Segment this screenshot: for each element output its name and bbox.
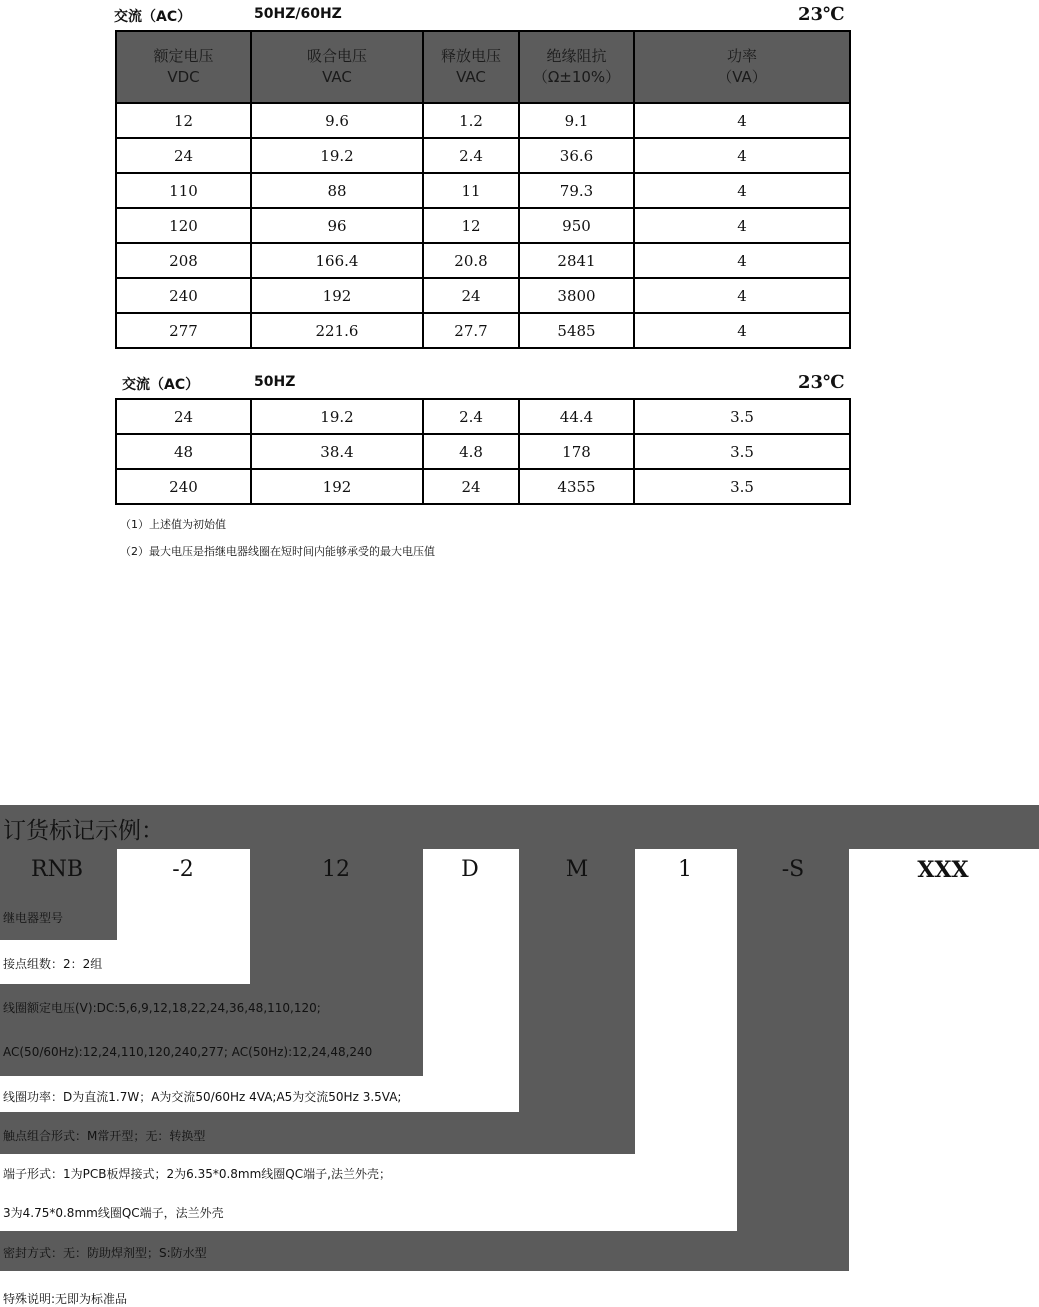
table-row xyxy=(116,103,850,138)
cell: 2.4 xyxy=(423,399,519,434)
cell: 20.8 xyxy=(423,243,519,278)
code-contact-form: M xyxy=(565,857,589,882)
cell: 166.4 xyxy=(251,243,423,278)
cell: 192 xyxy=(251,278,423,313)
note-1: （1）上述值为初始值 xyxy=(120,518,226,531)
cell: 240 xyxy=(116,469,251,504)
table-row xyxy=(116,313,850,348)
table2-label: 交流（AC） xyxy=(122,377,200,393)
desc-contact-form: 触点组合形式：M常开型；无：转换型 xyxy=(3,1129,206,1143)
cell: 24 xyxy=(423,278,519,313)
table1-frequency: 50HZ/60HZ xyxy=(254,6,342,22)
cell: 192 xyxy=(251,469,423,504)
table-row xyxy=(116,278,850,313)
cell: 12 xyxy=(116,103,251,138)
code-terminal: 1 xyxy=(678,857,692,882)
cell: 3.5 xyxy=(634,399,850,434)
cell: 9.6 xyxy=(251,103,423,138)
cell: 4 xyxy=(634,208,850,243)
table-row xyxy=(116,469,850,504)
cell: 11 xyxy=(423,173,519,208)
cell: 48 xyxy=(116,434,251,469)
header-power: 功率 （VA） xyxy=(634,31,850,103)
step-band-5 xyxy=(519,1076,635,1112)
step-band-7 xyxy=(737,849,849,1231)
note-2: （2）最大电压是指继电器线圈在短时间内能够承受的最大电压值 xyxy=(120,545,435,558)
cell: 4 xyxy=(634,243,850,278)
desc-coil-voltage-dc: 线圈额定电压(V):DC:5,6,9,12,18,22,24,36,48,110,120; xyxy=(3,1001,321,1015)
cell: 1.2 xyxy=(423,103,519,138)
cell: 4 xyxy=(634,313,850,348)
cell: 4 xyxy=(634,278,850,313)
desc-coil-voltage-ac: AC(50/60Hz):12,24,110,120,240,277; AC(50Hz):12,24,48,240 xyxy=(3,1045,373,1059)
cell: 4 xyxy=(634,138,850,173)
step-band-3 xyxy=(0,984,423,1076)
cell: 12 xyxy=(423,208,519,243)
header-pickup-voltage: 吸合电压 VAC xyxy=(251,31,423,103)
code-sealing: -S xyxy=(781,857,805,882)
table-row xyxy=(116,399,850,434)
cell: 19.2 xyxy=(251,399,423,434)
cell: 19.2 xyxy=(251,138,423,173)
cell: 44.4 xyxy=(519,399,634,434)
desc-coil-power: 线圈功率：D为直流1.7W；A为交流50/60Hz 4VA;A5为交流50Hz 3.5VA; xyxy=(3,1090,402,1104)
cell: 5485 xyxy=(519,313,634,348)
cell: 208 xyxy=(116,243,251,278)
cell: 221.6 xyxy=(251,313,423,348)
cell: 4 xyxy=(634,103,850,138)
step-band-4 xyxy=(519,849,635,1076)
cell: 79.3 xyxy=(519,173,634,208)
cell: 950 xyxy=(519,208,634,243)
cell: 4 xyxy=(634,173,850,208)
cell: 110 xyxy=(116,173,251,208)
table-row xyxy=(116,138,850,173)
desc-sealing: 密封方式：无：防助焊剂型；S:防水型 xyxy=(3,1246,207,1260)
table-row xyxy=(116,173,850,208)
desc-contact-groups: 接点组数：2：2组 xyxy=(3,957,103,971)
desc-model: 继电器型号 xyxy=(3,911,64,925)
cell: 2.4 xyxy=(423,138,519,173)
cell: 3.5 xyxy=(634,434,850,469)
table-row xyxy=(116,208,850,243)
cell: 36.6 xyxy=(519,138,634,173)
desc-terminal-1: 端子形式：1为PCB板焊接式；2为6.35*0.8mm线圈QC端子,法兰外壳； xyxy=(3,1167,391,1181)
table2-frequency: 50HZ xyxy=(254,374,296,390)
table-row xyxy=(116,434,850,469)
table2-temperature: 23℃ xyxy=(798,372,845,393)
code-special: XXX xyxy=(917,857,969,883)
table-header-row xyxy=(116,31,850,103)
cell: 2841 xyxy=(519,243,634,278)
header-insulation-impedance: 绝缘阻抗 （Ω±10%） xyxy=(519,31,634,103)
cell: 24 xyxy=(423,469,519,504)
table1-label: 交流（AC） xyxy=(114,9,192,25)
cell: 3800 xyxy=(519,278,634,313)
cell: 27.7 xyxy=(423,313,519,348)
cell: 24 xyxy=(116,138,251,173)
cell: 240 xyxy=(116,278,251,313)
desc-terminal-2: 3为4.75*0.8mm线圈QC端子，法兰外壳 xyxy=(3,1206,224,1220)
cell: 96 xyxy=(251,208,423,243)
order-title: 订货标记示例： xyxy=(3,818,164,844)
cell: 88 xyxy=(251,173,423,208)
cell: 178 xyxy=(519,434,634,469)
table-row xyxy=(116,243,850,278)
code-model: RNB xyxy=(31,857,83,882)
header-release-voltage: 释放电压 VAC xyxy=(423,31,519,103)
header-rated-voltage: 额定电压 VDC xyxy=(116,31,251,103)
code-contact-groups: -2 xyxy=(172,857,194,882)
cell: 120 xyxy=(116,208,251,243)
cell: 4.8 xyxy=(423,434,519,469)
cell: 9.1 xyxy=(519,103,634,138)
cell: 277 xyxy=(116,313,251,348)
code-coil-power: D xyxy=(461,857,479,882)
cell: 3.5 xyxy=(634,469,850,504)
cell: 38.4 xyxy=(251,434,423,469)
cell: 24 xyxy=(116,399,251,434)
coil-spec-table-ac-50hz xyxy=(115,398,851,505)
table1-temperature: 23℃ xyxy=(798,4,845,25)
cell: 4355 xyxy=(519,469,634,504)
coil-spec-table-ac-50-60hz xyxy=(115,30,851,349)
desc-special: 特殊说明:无即为标准品 xyxy=(3,1292,128,1306)
code-coil-voltage: 12 xyxy=(322,857,350,882)
